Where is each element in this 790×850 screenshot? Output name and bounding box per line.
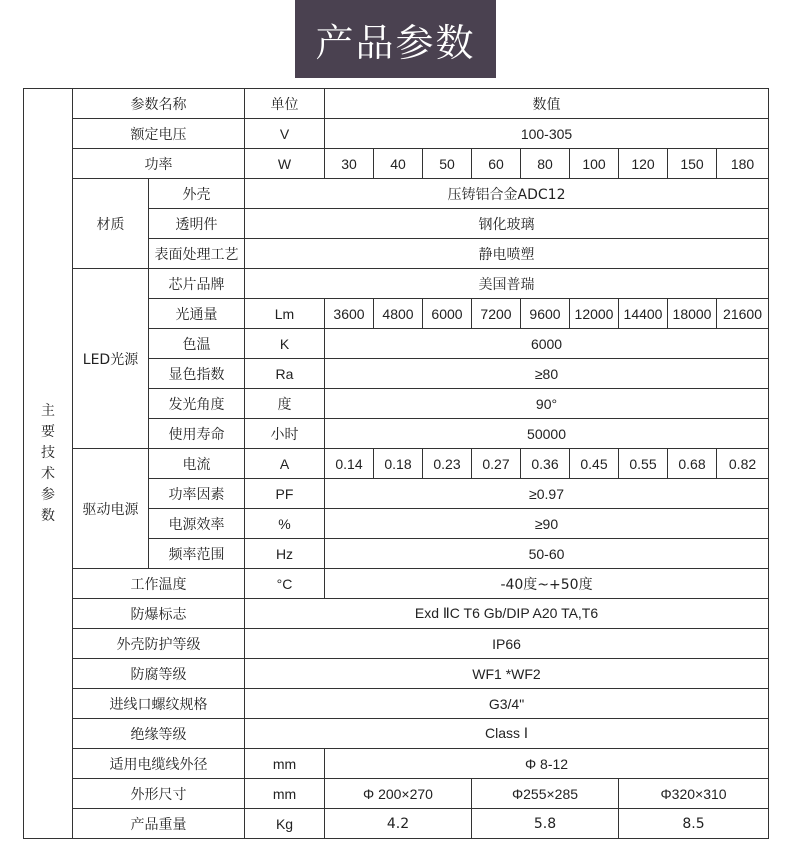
row-value: 压铸铝合金ADC12 [245, 179, 769, 209]
table-row-led-chip [24, 269, 769, 299]
row-label: 频率范围 [149, 539, 245, 569]
row-unit: °C [245, 569, 325, 599]
row-label: 绝缘等级 [73, 719, 245, 749]
table-row-insulation [24, 719, 769, 749]
row-unit: A [245, 449, 325, 479]
group-material: 材质 [73, 179, 149, 269]
flux-value: 7200 [472, 299, 521, 329]
table-row-power [24, 149, 769, 179]
current-value: 0.36 [521, 449, 570, 479]
flux-value: 9600 [521, 299, 570, 329]
table-row-ip [24, 629, 769, 659]
row-unit: V [245, 119, 325, 149]
table-row-header [24, 89, 769, 119]
spec-table [23, 88, 769, 839]
side-label: 主 要 技 术 参 数 [24, 89, 73, 839]
row-value: WF1 *WF2 [245, 659, 769, 689]
row-value: ≥0.97 [325, 479, 769, 509]
row-unit: mm [245, 749, 325, 779]
row-unit: Hz [245, 539, 325, 569]
current-value: 0.68 [668, 449, 717, 479]
current-value: 0.82 [717, 449, 769, 479]
row-unit: Lm [245, 299, 325, 329]
row-label: 额定电压 [73, 119, 245, 149]
row-label: 外壳 [149, 179, 245, 209]
row-unit: Ra [245, 359, 325, 389]
row-value: 6000 [325, 329, 769, 359]
current-value: 0.27 [472, 449, 521, 479]
row-label: 外形尺寸 [73, 779, 245, 809]
power-value: 80 [521, 149, 570, 179]
row-unit: 度 [245, 389, 325, 419]
row-value: IP66 [245, 629, 769, 659]
row-label: 工作温度 [73, 569, 245, 599]
table-row-weight [24, 809, 769, 839]
flux-value: 18000 [668, 299, 717, 329]
header-unit: 单位 [245, 89, 325, 119]
table-row-thread [24, 689, 769, 719]
power-value: 100 [570, 149, 619, 179]
row-value: 50000 [325, 419, 769, 449]
power-value: 60 [472, 149, 521, 179]
power-value: 120 [619, 149, 668, 179]
row-value: ≥80 [325, 359, 769, 389]
flux-value: 12000 [570, 299, 619, 329]
row-unit: K [245, 329, 325, 359]
table-row-cable [24, 749, 769, 779]
row-label: 表面处理工艺 [149, 239, 245, 269]
row-label: 使用寿命 [149, 419, 245, 449]
size-value: Φ 200×270 [325, 779, 472, 809]
header-value: 数值 [325, 89, 769, 119]
row-label: 进线口螺纹规格 [73, 689, 245, 719]
group-led: LED光源 [73, 269, 149, 449]
row-label: 光通量 [149, 299, 245, 329]
header-param: 参数名称 [73, 89, 245, 119]
row-label: 产品重量 [73, 809, 245, 839]
row-value: 100-305 [325, 119, 769, 149]
table-row-material-shell [24, 179, 769, 209]
row-value: 美国普瑞 [245, 269, 769, 299]
row-label: 电流 [149, 449, 245, 479]
size-value: Φ320×310 [619, 779, 769, 809]
flux-value: 14400 [619, 299, 668, 329]
row-value: ≥90 [325, 509, 769, 539]
page-title: 产品参数 [295, 0, 496, 78]
row-label: 芯片品牌 [149, 269, 245, 299]
power-value: 40 [374, 149, 423, 179]
power-value: 30 [325, 149, 374, 179]
table-row-corrosion [24, 659, 769, 689]
flux-value: 4800 [374, 299, 423, 329]
row-label: 色温 [149, 329, 245, 359]
row-label: 显色指数 [149, 359, 245, 389]
row-value: 钢化玻璃 [245, 209, 769, 239]
row-label: 透明件 [149, 209, 245, 239]
power-value: 50 [423, 149, 472, 179]
power-value: 180 [717, 149, 769, 179]
row-value: Class Ⅰ [245, 719, 769, 749]
row-label: 功率 [73, 149, 245, 179]
row-label: 防爆标志 [73, 599, 245, 629]
row-label: 适用电缆线外径 [73, 749, 245, 779]
row-value: 静电喷塑 [245, 239, 769, 269]
row-value: Exd ⅡC T6 Gb/DIP A20 TA,T6 [245, 599, 769, 629]
size-value: Φ255×285 [472, 779, 619, 809]
row-unit: % [245, 509, 325, 539]
table-row-temp [24, 569, 769, 599]
row-value: G3/4" [245, 689, 769, 719]
current-value: 0.14 [325, 449, 374, 479]
row-label: 电源效率 [149, 509, 245, 539]
row-unit: PF [245, 479, 325, 509]
flux-value: 6000 [423, 299, 472, 329]
row-unit: W [245, 149, 325, 179]
current-value: 0.55 [619, 449, 668, 479]
current-value: 0.45 [570, 449, 619, 479]
row-value: 90° [325, 389, 769, 419]
row-unit: 小时 [245, 419, 325, 449]
current-value: 0.18 [374, 449, 423, 479]
row-value: 50-60 [325, 539, 769, 569]
row-value: -40度~+50度 [325, 569, 769, 599]
row-label: 外壳防护等级 [73, 629, 245, 659]
group-driver: 驱动电源 [73, 449, 149, 569]
row-label: 功率因素 [149, 479, 245, 509]
row-value: Φ 8-12 [325, 749, 769, 779]
table-row-rated-voltage [24, 119, 769, 149]
flux-value: 3600 [325, 299, 374, 329]
table-row-size [24, 779, 769, 809]
row-unit: Kg [245, 809, 325, 839]
power-value: 150 [668, 149, 717, 179]
table-row-explosion [24, 599, 769, 629]
weight-value: 8.5 [619, 809, 769, 839]
row-label: 发光角度 [149, 389, 245, 419]
table-row-driver-current [24, 449, 769, 479]
row-label: 防腐等级 [73, 659, 245, 689]
current-value: 0.23 [423, 449, 472, 479]
weight-value: 4.2 [325, 809, 472, 839]
weight-value: 5.8 [472, 809, 619, 839]
flux-value: 21600 [717, 299, 769, 329]
row-unit: mm [245, 779, 325, 809]
